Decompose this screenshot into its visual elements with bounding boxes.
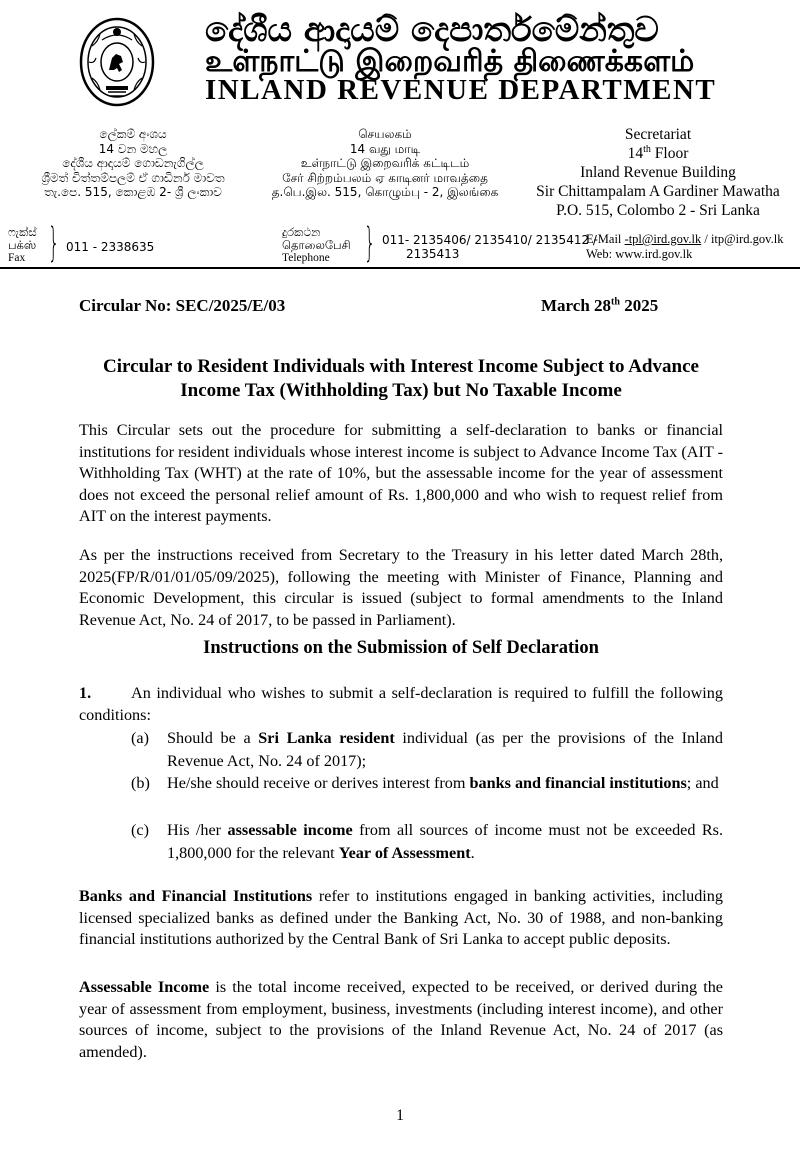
definition-assessable-income: [79, 977, 723, 1063]
email-line: [586, 232, 783, 247]
item-number: 1.: [79, 684, 92, 702]
circular-date: [541, 296, 658, 316]
date-suffix: th: [611, 296, 620, 308]
fax-label-english: Fax: [8, 252, 26, 264]
email-separator: /: [701, 232, 711, 246]
fax-label-sinhala: ෆැක්ස්: [8, 225, 37, 239]
web-address[interactable]: Web: www.ird.gov.lk: [586, 247, 693, 261]
address-line: ලේකම් අංශය: [99, 127, 167, 141]
telephone-label-sinhala: දුරකථන: [282, 225, 321, 239]
floor-suffix: th: [643, 143, 651, 155]
condition-c: [131, 819, 723, 864]
condition-text: [167, 727, 723, 772]
condition-b: [131, 772, 723, 795]
address-line: Secretariat: [624, 126, 692, 143]
condition-label: (b): [131, 774, 150, 792]
defined-term: Banks and Financial Institutions: [79, 887, 313, 905]
telephone-numbers: [382, 233, 597, 261]
department-title-sinhala: දේශීය ආදායම් දෙපාර්තමේන්තුව: [205, 10, 659, 50]
condition-a: [131, 727, 723, 772]
text-run: ; and: [686, 774, 719, 792]
text-run: from all sources of income must not be exceeded Rs. 1,800,000 for the relevant: [167, 821, 724, 862]
address-line: த.பெ.இல. 515, கொழும்பு - 2, இலங்கை: [271, 185, 499, 199]
telephone-label-english: Telephone: [282, 252, 330, 264]
email-link-itp[interactable]: itp@ird.gov.lk: [710, 232, 784, 246]
bold-term: Sri Lanka resident: [258, 729, 395, 747]
definition-text: is the total income received, expected to be received, or derived during the year of assessment from employment, business, investments (including interest income), and other sources of income, subject to the provisions of the Inland Revenue Act, No. 24 of 2017 (as amended).: [79, 978, 723, 1061]
government-emblem-logo: [78, 16, 156, 108]
address-line: Sir Chittampalam A Gardiner Mawatha: [536, 183, 780, 200]
address-line: 14 வது மாடி: [349, 141, 421, 156]
address-line: තැ.පෙ. 515, කොළඹ 2- ශ්‍රී ලංකාව: [44, 185, 222, 199]
address-line: செயலகம்: [358, 127, 412, 141]
telephone-numbers-line: 011- 2135406/ 2135410/ 2135412 /: [382, 233, 597, 247]
fax-brace: }: [48, 220, 60, 266]
defined-term: Assessable Income: [79, 978, 210, 996]
address-line: P.O. 515, Colombo 2 - Sri Lanka: [556, 202, 760, 219]
header-divider: [0, 267, 800, 269]
circular-number: Circular No: SEC/2025/E/03: [79, 296, 286, 315]
date-main: March 28: [541, 296, 612, 315]
definition-text: refer to institutions engaged in banking activities, including licensed specialized banks as defined under the Banking Act, No. 30 of 1988, and non-banking financial institutions authorized by the Central Bank of Sri Lanka to accept public deposits.: [79, 887, 723, 948]
text-run: He/she should receive or derives interest from: [167, 774, 470, 792]
circular-title: Circular to Resident Individuals with Interest Income Subject to Advance Income Tax (Withholding Tax) but No Taxable Income: [103, 356, 699, 401]
text-run: individual (as per the provisions of the Inland Revenue Act, No. 24 of 2017);: [167, 729, 723, 770]
instructions-paragraph: As per the instructions received from Secretary to the Treasury in his letter dated March 28th, 2025(FP/R/01/01/05/09/2025), following the meeting with Minister of Finance, Planning and Economic Development, this circular is issued (subject to formal amendments to the Inland Revenue Act, No. 24 of 2017, to be passed in Parliament).: [79, 546, 723, 629]
telephone-brace: }: [364, 220, 376, 266]
email-label: E-Mail: [586, 232, 625, 246]
item-text: An individual who wishes to submit a self-declaration is required to fulfill the following conditions:: [79, 684, 723, 724]
address-line: 14 වන මහල: [98, 141, 168, 156]
bold-term: assessable income: [227, 821, 353, 839]
address-line: ශ්‍රීමත් චිත්තම්පලම් ඒ ගාඩිනර් මාවත: [41, 170, 225, 185]
condition-text: [167, 772, 723, 795]
condition-text: [167, 819, 723, 864]
bold-term: Year of Assessment: [338, 843, 471, 862]
department-title-tamil: உள்நாட்டு இறைவரித் திணைக்களம்: [205, 44, 695, 79]
email-web-block: [586, 232, 783, 262]
address-line: சேர் சிற்றம்பலம் ஏ காடினர் மாவத்தை: [282, 170, 488, 185]
intro-paragraph: This Circular sets out the procedure for submitting a self-declaration to banks or financial institutions for resident individuals whose interest income is subject to Advance Income Tax (AIT - Withholding Tax (WHT) at the rate of 10%, but the assessable income for the year of assessment does not exceed the personal relief amount of Rs. 1,800,000 and who wish to request relief from AIT on the interest payments.: [79, 421, 723, 525]
telephone-label: [282, 226, 351, 265]
condition-label: (c): [131, 821, 149, 839]
definition-banks: [79, 886, 723, 951]
text-run: Should be a: [167, 729, 259, 747]
email-link-tpl[interactable]: -tpl@ird.gov.lk: [624, 232, 702, 246]
text-run: His /her: [167, 821, 228, 839]
fax-number: 011 - 2338635: [66, 240, 155, 254]
floor-word: Floor: [650, 145, 689, 162]
address-sinhala: [18, 127, 248, 200]
text-run: .: [470, 843, 475, 862]
section-heading: Instructions on the Submission of Self Declaration: [203, 638, 599, 658]
address-line: Inland Revenue Building: [580, 164, 736, 181]
date-year: 2025: [619, 296, 659, 315]
floor-number: 14: [627, 145, 644, 162]
fax-label: [8, 226, 37, 265]
address-floor: [528, 144, 788, 163]
address-english: [528, 125, 788, 220]
bold-term: banks and financial institutions: [469, 774, 687, 792]
condition-label: (a): [131, 729, 149, 747]
fax-label-tamil: பக்ஸ்: [8, 238, 37, 252]
address-tamil: [260, 127, 510, 200]
address-line: உள்நாட்டு இறைவரிக் கட்டிடம்: [300, 156, 470, 170]
telephone-numbers-line: 2135413: [406, 247, 460, 261]
numbered-item-1: [79, 682, 723, 726]
address-line: දේශීය ආදායම් ගොඩනැගිල්ල: [62, 156, 204, 170]
page-number: 1: [396, 1107, 404, 1124]
department-title-english: INLAND REVENUE DEPARTMENT: [205, 74, 717, 106]
telephone-label-tamil: தொலைபேசி: [282, 238, 351, 252]
